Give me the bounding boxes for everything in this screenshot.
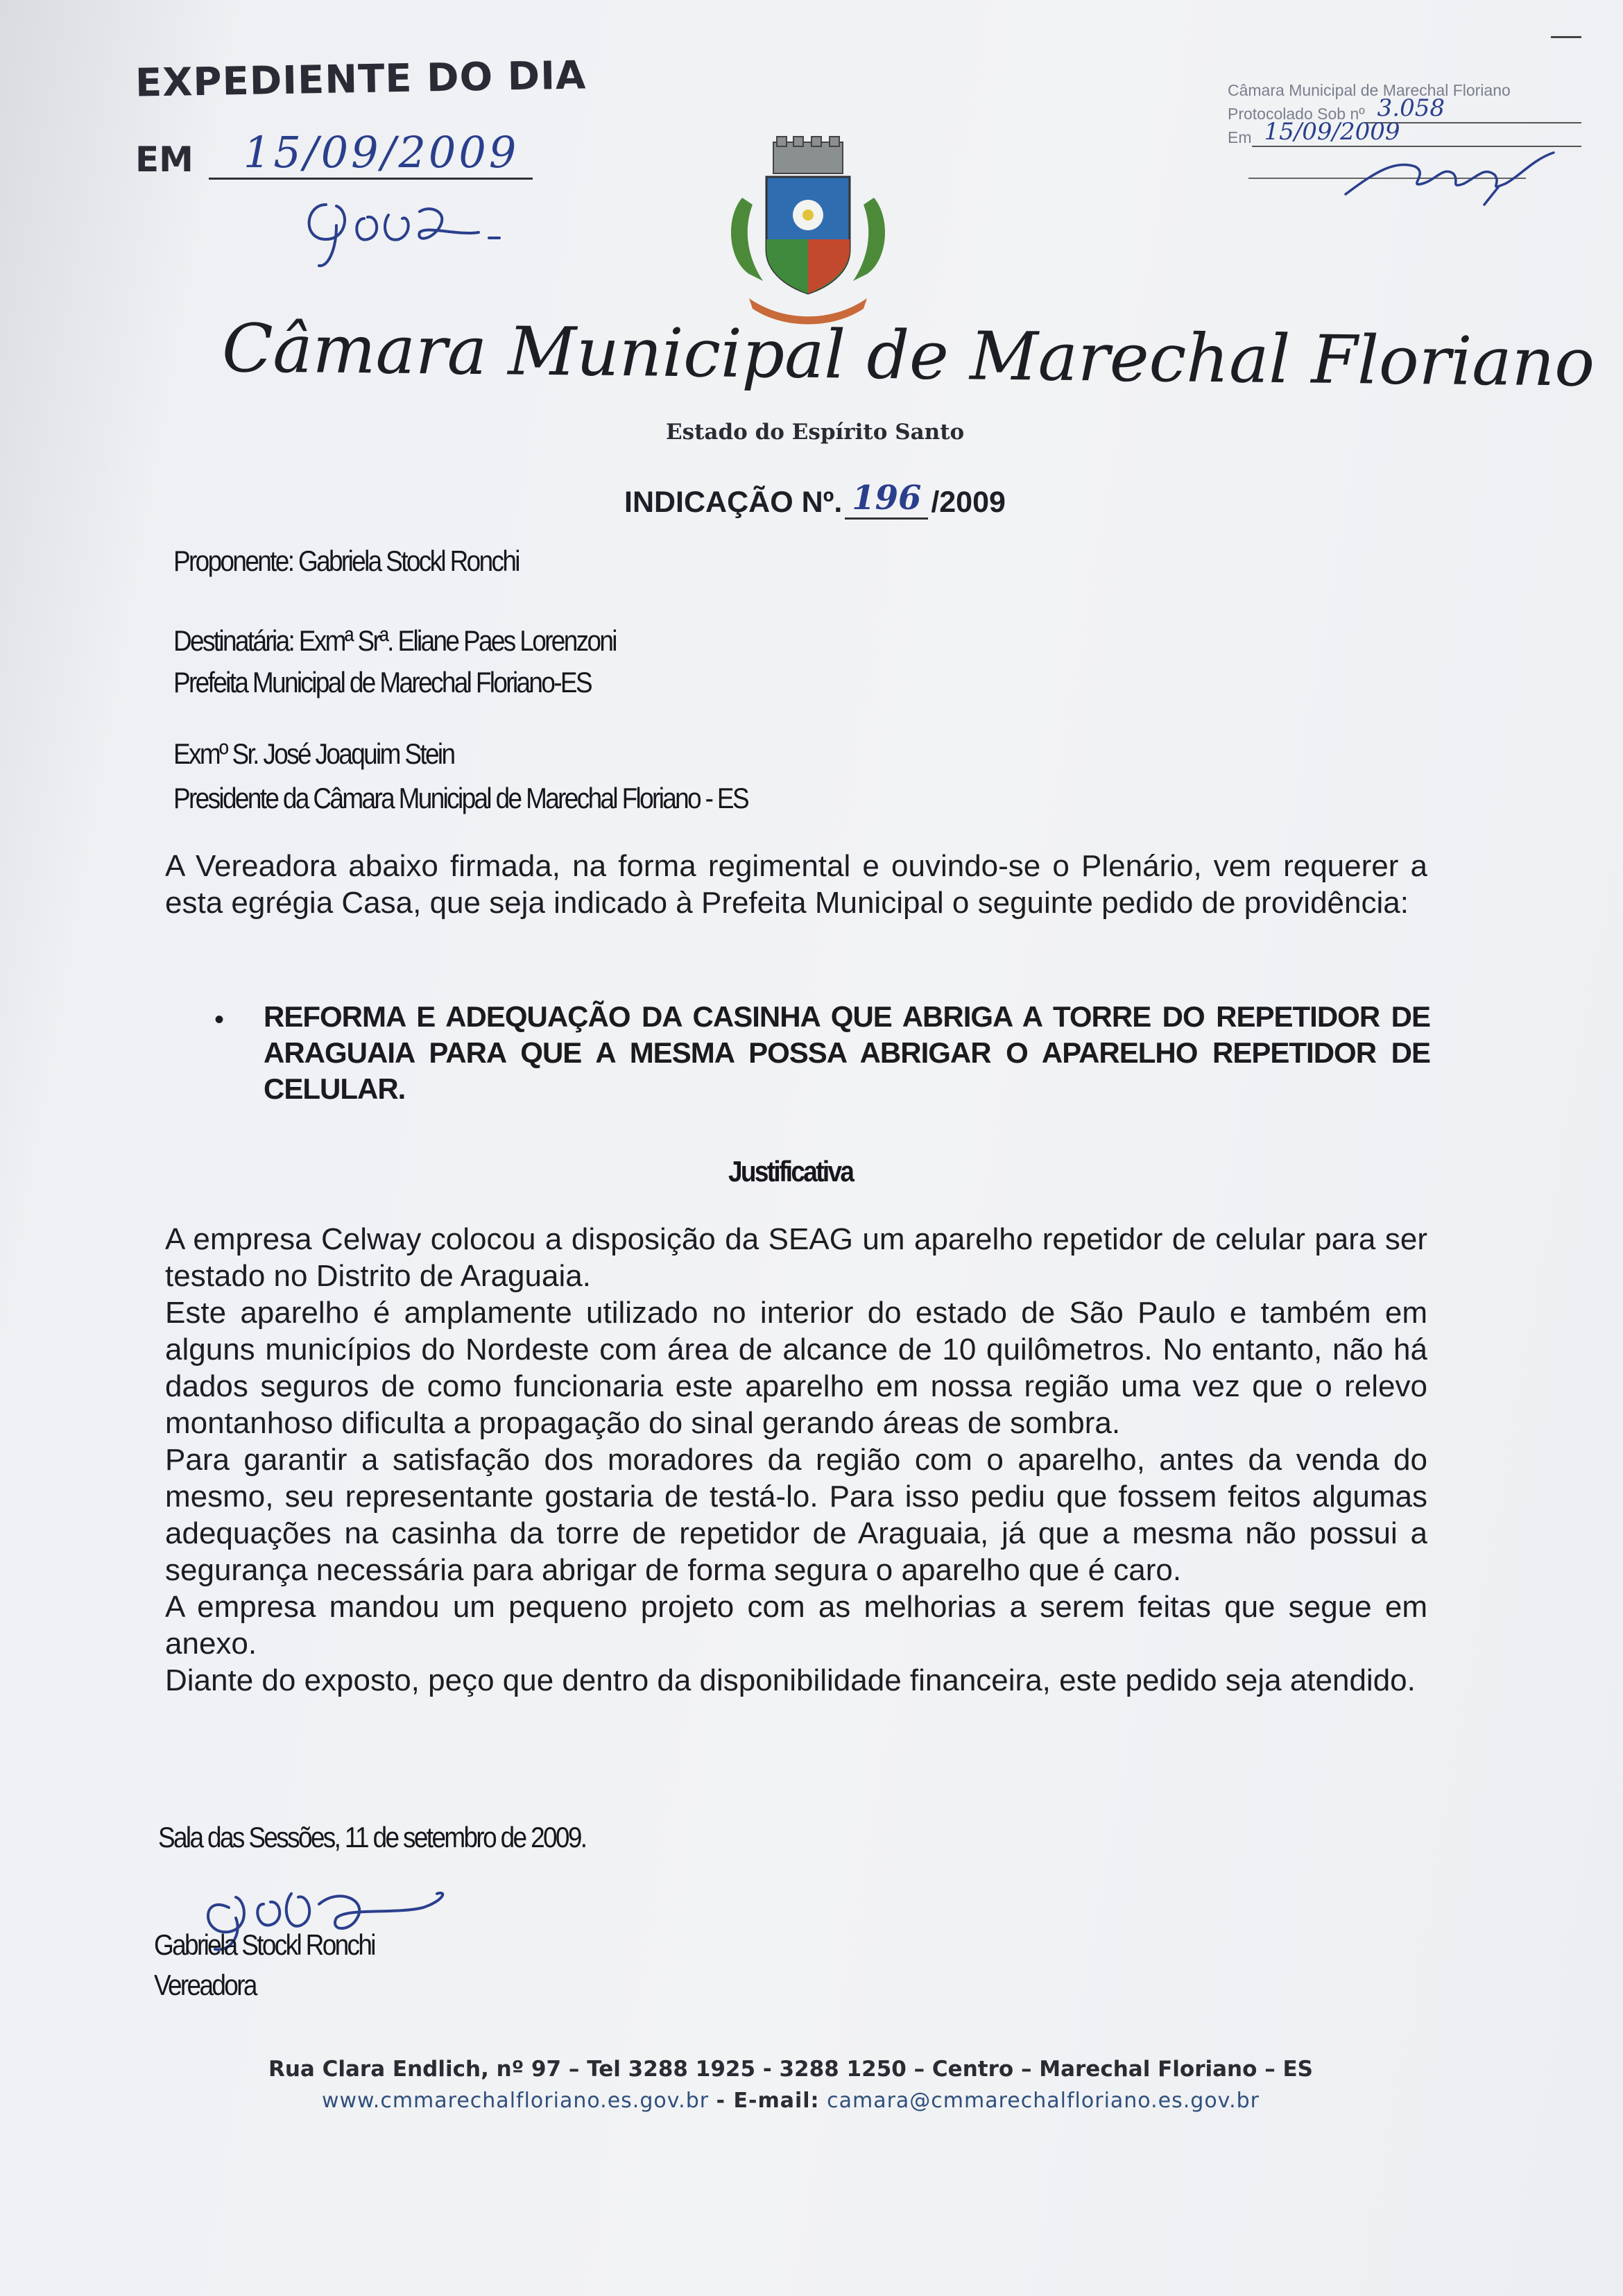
recipient-role: Prefeita Municipal de Marechal Floriano-ES bbox=[173, 666, 591, 699]
recipient-name: Destinatária: Exmª Srª. Eliane Paes Lorenzoni bbox=[173, 624, 616, 657]
expediente-date: 15/09/2009 bbox=[209, 127, 533, 180]
proponent-line: Proponente: Gabriela Stockl Ronchi bbox=[173, 545, 519, 577]
request-text: REFORMA E ADEQUAÇÃO DA CASINHA QUE ABRIGA A TORRE DO REPETIDOR DE ARAGUAIA PARA QUE A MESMA POSSA ABRIGAR O APARELHO REPETIDOR DE CELULAR. bbox=[264, 1000, 1430, 1105]
protocol-stamp bbox=[1228, 76, 1581, 198]
footer-website[interactable]: www.cmmarechalfloriano.es.gov.br bbox=[321, 2089, 710, 2113]
justification-paragraph: A empresa Celway colocou a disposição da SEAG um aparelho repetidor de celular para ser testado no Distrito de Araguaia. bbox=[165, 1222, 1427, 1293]
footer-email-label: - E-mail: bbox=[716, 2089, 820, 2113]
place-date: Sala das Sessões, 11 de setembro de 2009. bbox=[158, 1821, 586, 1853]
intro-paragraph bbox=[165, 848, 1427, 921]
justification-paragraph: Para garantir a satisfação dos moradores da região com o aparelho, antes da venda do mesmo, seu representante gostaria de testá-lo. Para isso pediu que fossem feitos algumas adequações na casinha da torre de repetidor de Araguaia, já que a mesma não possui a segurança necessária para abrigar de forma segura o aparelho que é caro. bbox=[165, 1443, 1427, 1587]
state-subtitle: Estado do Espírito Santo bbox=[666, 420, 965, 445]
protocol-signature bbox=[1332, 146, 1568, 208]
expediente-date-row bbox=[135, 127, 586, 180]
protocol-date: 15/09/2009 bbox=[1252, 118, 1582, 147]
justification-paragraph: A empresa mandou um pequeno projeto com as melhorias a serem feitas que segue em anexo. bbox=[165, 1590, 1427, 1661]
coat-of-arms-icon bbox=[721, 135, 895, 329]
indicacao-year: /2009 bbox=[931, 486, 1006, 519]
footer-address: Rua Clara Endlich, nº 97 – Tel 3288 1925 - 3288 1250 – Centro – Marechal Floriano – ES bbox=[268, 2057, 1313, 2082]
protocol-number-label: Protocolado Sob nº bbox=[1228, 105, 1365, 123]
chamber-title: Câmara Municipal de Marechal Floriano bbox=[221, 309, 1595, 402]
corner-dash bbox=[1551, 36, 1581, 38]
indicacao-label: INDICAÇÃO Nº. bbox=[624, 486, 843, 519]
signer-role: Vereadora bbox=[154, 1969, 256, 2001]
president-name: Exmº Sr. José Joaquim Stein bbox=[173, 737, 454, 770]
signer-name: Gabriela Stockl Ronchi bbox=[154, 1928, 375, 1961]
protocol-chamber-name: Câmara Municipal de Marechal Floriano bbox=[1228, 81, 1511, 99]
justification-body bbox=[165, 1221, 1427, 1699]
footer-contact bbox=[236, 2089, 1346, 2113]
protocol-signature-row bbox=[1228, 150, 1581, 198]
expediente-stamp bbox=[135, 53, 587, 180]
justification-paragraph: Diante do exposto, peço que dentro da disponibilidade financeira, este pedido seja atendido. bbox=[165, 1663, 1416, 1697]
indicacao-heading bbox=[624, 479, 1006, 520]
justification-paragraph: Este aparelho é amplamente utilizado no interior do estado de São Paulo e também em alguns municípios do Nordeste com área de alcance de 10 quilômetros. No entanto, não há dados seguros de como funcionaria este aparelho em nossa região uma vez que o relevo montanhoso dificulta a propagação do sinal gerando áreas de sombra. bbox=[165, 1296, 1427, 1440]
protocol-number: 3.058 bbox=[1365, 94, 1581, 123]
intro-text: A Vereadora abaixo firmada, na forma regimental e ouvindo-se o Plenário, vem requerer a esta egrégia Casa, que seja indicado à Prefeita Municipal o seguinte pedido de providência: bbox=[165, 849, 1427, 920]
protocol-em-label: Em bbox=[1228, 128, 1252, 146]
protocol-date-row bbox=[1228, 118, 1581, 147]
handwritten-initials bbox=[298, 184, 527, 274]
letterhead-footer bbox=[236, 2057, 1346, 2113]
expediente-em-label: EM bbox=[135, 139, 194, 180]
indicacao-number: 196 bbox=[845, 479, 928, 520]
request-item bbox=[216, 999, 1430, 1107]
bullet-icon: • bbox=[214, 1004, 225, 1035]
president-role: Presidente da Câmara Municipal de Marechal Floriano - ES bbox=[173, 782, 748, 814]
footer-email[interactable]: camara@cmmarechalfloriano.es.gov.br bbox=[827, 2089, 1260, 2113]
expediente-title: EXPEDIENTE DO DIA bbox=[135, 53, 587, 106]
justification-heading: Justificativa bbox=[728, 1155, 853, 1188]
